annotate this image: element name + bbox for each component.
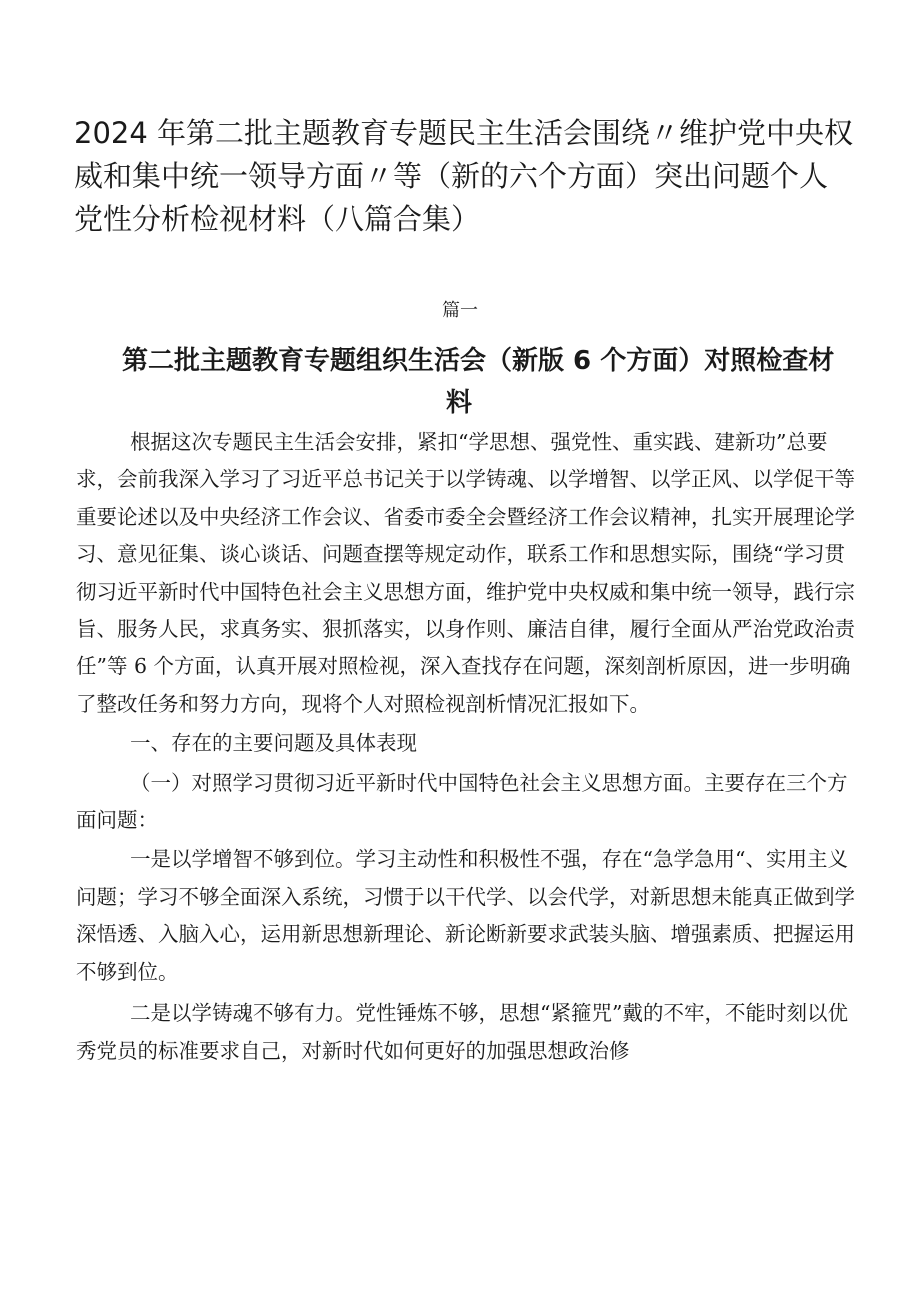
section-heading-1: 一、存在的主要问题及具体表现	[130, 731, 417, 756]
section-title-line1: 第二批主题教育专题组织生活会（新版 6 个方面）对照检查材	[122, 346, 835, 376]
part-label: 篇一	[442, 300, 478, 321]
document-body	[76, 424, 856, 1070]
document-title: 2024 年第二批主题教育专题民主生活会围绕〃维护党中央权威和集中统一领导方面〃等（新的六个方面）突出问题个人党性分析检视材料（八篇合集）	[74, 116, 854, 236]
section-title-line2: 料	[445, 388, 472, 418]
point-1-paragraph: 一是以学增智不够到位。学习主动性和积极性不强，存在“急学急用“、实用主义问题；学习不够全面深入系统，习惯于以干代学、以会代学，对新思想未能真正做到学深悟透、入脑入心，运用新思想新理论、新论断新要求武装头脑、增强素质、把握运用不够到位。	[76, 847, 855, 984]
subheading-1: （一）对照学习贯彻习近平新时代中国特色社会主义思想方面。主要存在三个方面问题：	[76, 770, 848, 833]
section-title	[122, 340, 842, 424]
point-2-paragraph: 二是以学铸魂不够有力。党性锤炼不够，思想“紧箍咒”戴的不牢，不能时刻以优秀党员的标准要求自己，对新时代如何更好的加强思想政治修	[76, 1001, 848, 1063]
intro-paragraph: 根据这次专题民主生活会安排，紧扣“学思想、强党性、重实践、建新功”总要求，会前我深入学习了习近平总书记关于以学铸魂、以学增智、以学正风、以学促干等重要论述以及中央经济工作会议、省委市委全会暨经济工作会议精神，扎实开展理论学习、意见征集、谈心谈话、问题查摆等规定动作，联系工作和思想实际，围绕“学习贯彻习近平新时代中国特色社会主义思想方面，维护党中央权威和集中统一领导，践行宗旨、服务人民，求真务实、狠抓落实，以身作则、廉洁自律，履行全面从严治党政治责任”等 6 个方面，认真开展对照检视，深入查找存在问题，深刻剖析原因，进一步明确了整改任务和努力方向，现将个人对照检视剖析情况汇报如下。	[76, 430, 855, 716]
